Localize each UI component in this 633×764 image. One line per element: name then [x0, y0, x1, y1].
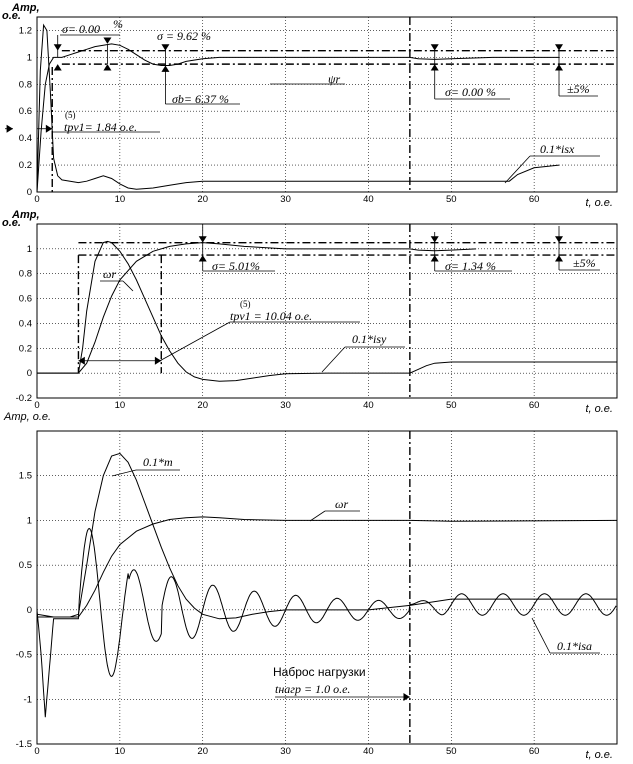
arrow-head: [431, 255, 439, 261]
sigma-right-label: σ= 1.34 %: [445, 259, 497, 273]
curve-label-m: 0.1*m: [143, 455, 173, 469]
x-tick-label: 50: [445, 746, 457, 757]
series-line-01isy: [37, 241, 617, 381]
arrow-head: [403, 693, 409, 701]
sigma-right-label: σ= 0.00 %: [445, 85, 497, 99]
arrow-head: [199, 255, 207, 261]
y-axis-label: Amp,: [12, 2, 40, 14]
leader-line: [310, 511, 325, 521]
y-tick-label: 0.4: [18, 318, 32, 330]
y-tick-label: 0.6: [18, 293, 32, 305]
y-tick-label: 0.8: [18, 268, 32, 280]
panel-top: [2, 2, 617, 209]
y-axis-label: Amp, о.е.: [4, 411, 52, 423]
x-tick-label: 0: [34, 400, 40, 411]
y-tick-label: 0: [26, 187, 32, 198]
plot-frame: [37, 224, 617, 398]
plusminus-label: ±5%: [573, 256, 596, 270]
leader-line: [505, 156, 530, 183]
x-tick-label: 60: [528, 400, 540, 411]
x-tick-label: 10: [114, 400, 126, 411]
omega-label: ωr: [335, 497, 349, 511]
y-tick-label: -0.2: [15, 393, 32, 404]
x-axis-label: t, о.е.: [585, 197, 613, 209]
x-tick-label: 0: [34, 194, 40, 205]
sigma-left-unit: %: [113, 17, 123, 31]
arrow-head: [431, 64, 439, 70]
leader-line: [532, 618, 550, 653]
y-tick-label: 1: [26, 52, 32, 64]
curve-label-isa: 0.1*isa: [557, 639, 593, 653]
x-tick-label: 30: [280, 194, 291, 205]
load-title: Наброс нагрузки: [273, 665, 366, 679]
y-tick-label: 1.2: [18, 25, 32, 37]
x-tick-label: 20: [197, 194, 209, 205]
y-tick-label: 0.2: [18, 343, 32, 355]
sigma-left-label: σ= 0.00: [62, 22, 101, 36]
series-line-01m: [37, 453, 617, 618]
series-line-r: [37, 44, 559, 192]
panel-bottom: [3, 411, 617, 761]
arrow-head: [46, 125, 52, 133]
y-axis-label: о.е.: [2, 217, 21, 229]
tpp-label: tpv1 = 10.04 о.е.: [230, 309, 313, 323]
arrow-head: [555, 255, 563, 261]
x-tick-label: 40: [363, 194, 374, 205]
x-tick-label: 0: [34, 746, 40, 757]
tpp-superscript: (5): [65, 110, 76, 120]
psi-label: ψr: [328, 72, 341, 86]
y-tick-label: -1.5: [15, 739, 32, 750]
x-tick-label: 30: [280, 400, 291, 411]
y-tick-label: 0: [26, 368, 32, 380]
y-tick-label: 1.5: [18, 470, 32, 482]
sigma-left-label: σ= 5.01%: [212, 259, 261, 273]
x-tick-label: 50: [445, 400, 457, 411]
plot-frame: [37, 17, 617, 192]
arrow-head: [78, 357, 84, 365]
omega-label: ωr: [103, 267, 117, 281]
arrow-head: [155, 357, 161, 365]
y-tick-label: -0.5: [15, 649, 32, 661]
panel-middle: [2, 209, 617, 415]
y-tick-label: 1: [26, 515, 32, 527]
leader-line: [112, 470, 136, 476]
x-tick-label: 40: [363, 400, 374, 411]
arrow-head: [103, 38, 111, 44]
sigma-b-label: σb= 6.37 %: [172, 92, 230, 106]
y-axis-label: Amp,: [12, 209, 40, 221]
arrow-head: [54, 44, 62, 50]
x-tick-label: 60: [528, 194, 540, 205]
leader-line: [322, 347, 345, 372]
tpp-superscript: (5): [240, 299, 251, 309]
x-axis-label: t, о.е.: [585, 403, 613, 415]
arrow-head: [161, 44, 169, 50]
y-tick-label: -1: [23, 694, 32, 706]
x-tick-label: 20: [197, 746, 209, 757]
curve-label-isx: 0.1*isx: [540, 142, 575, 156]
load-time-label: tнагр = 1.0 о.е.: [275, 682, 351, 696]
leader-line: [123, 281, 133, 291]
x-tick-label: 40: [363, 746, 374, 757]
y-tick-label: 0.2: [18, 160, 32, 172]
arrow-head: [431, 236, 439, 242]
x-tick-label: 10: [114, 746, 126, 757]
x-tick-label: 20: [197, 400, 209, 411]
arrow-head: [103, 64, 111, 70]
y-tick-label: 0.5: [18, 560, 32, 572]
curve-label-isy: 0.1*isy: [352, 332, 387, 346]
plusminus-label: ±5%: [567, 82, 590, 96]
y-tick-label: 0.6: [18, 106, 32, 118]
y-axis-label: о.е.: [2, 10, 21, 22]
arrow-head: [431, 44, 439, 50]
arrow-head: [54, 64, 62, 70]
sigma-mid-label: σ = 9.62 %: [157, 29, 212, 43]
arrow-head: [161, 65, 169, 71]
y-tick-label: 0.8: [18, 79, 32, 91]
arrow-head: [555, 44, 563, 50]
x-tick-label: 10: [114, 194, 126, 205]
x-tick-label: 60: [528, 746, 540, 757]
tpp-label: tpv1= 1.84 о.е.: [64, 120, 138, 134]
x-tick-label: 30: [280, 746, 291, 757]
y-tick-label: 0.4: [18, 133, 32, 145]
y-tick-label: 0: [26, 604, 32, 616]
x-tick-label: 50: [445, 194, 457, 205]
x-axis-label: t, о.е.: [585, 749, 613, 761]
leader-line: [160, 322, 230, 361]
y-tick-label: 1: [26, 243, 32, 255]
arrow-head: [555, 236, 563, 242]
arrow-head: [555, 64, 563, 70]
arrow-head: [199, 236, 207, 242]
